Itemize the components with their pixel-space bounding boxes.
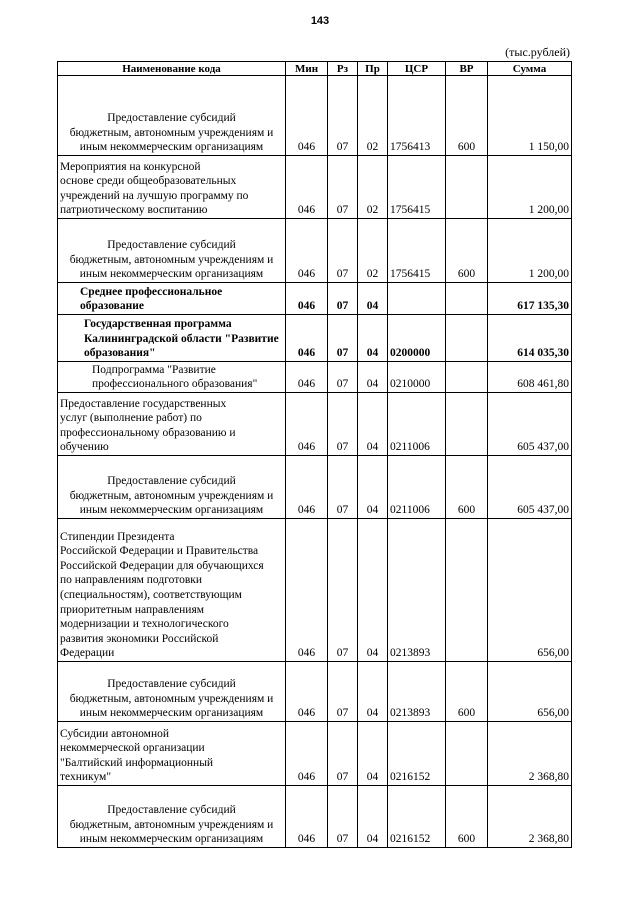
table-row [58, 722, 572, 786]
row-vr [446, 393, 488, 456]
row-sum: 608 461,80 [488, 362, 572, 393]
row-rz: 07 [328, 662, 358, 722]
header-sum: Сумма [488, 62, 572, 76]
row-vr [446, 362, 488, 393]
table-row [58, 662, 572, 722]
row-vr [446, 283, 488, 315]
row-min: 046 [286, 662, 328, 722]
table-row [58, 519, 572, 662]
row-min: 046 [286, 315, 328, 362]
row-pr: 04 [358, 362, 388, 393]
row-pr: 04 [358, 662, 388, 722]
row-vr: 600 [446, 662, 488, 722]
row-sum: 656,00 [488, 519, 572, 662]
table-row [58, 393, 572, 456]
row-vr: 600 [446, 456, 488, 519]
row-csr: 1756415 [388, 156, 446, 219]
row-csr: 0213893 [388, 519, 446, 662]
row-name: Стипендии Президента Российской Федерации и Правительства Российской Федерации для обучающихся по направлениям подготовки (специальностям), соответствующим приоритетным направлениям модернизации и технологического развития экономики Российской Федерации [60, 530, 264, 660]
row-rz: 07 [328, 722, 358, 786]
row-sum: 656,00 [488, 662, 572, 722]
table-row [58, 283, 572, 315]
row-vr: 600 [446, 786, 488, 848]
row-vr: 600 [446, 76, 488, 156]
row-pr: 04 [358, 519, 388, 662]
row-rz: 07 [328, 456, 358, 519]
row-pr: 04 [358, 393, 388, 456]
row-rz: 07 [328, 519, 358, 662]
row-rz: 07 [328, 219, 358, 283]
row-name: Предоставление субсидий бюджетным, автономным учреждениям и иным некоммерческим организациям [69, 475, 274, 517]
row-pr: 04 [358, 283, 388, 315]
row-rz: 07 [328, 393, 358, 456]
row-pr: 04 [358, 315, 388, 362]
table-row [58, 786, 572, 848]
row-csr: 0200000 [388, 315, 446, 362]
row-csr [388, 283, 446, 315]
row-csr: 1756413 [388, 76, 446, 156]
row-name: Подпрограмма "Развитие профессионального образования" [92, 363, 258, 391]
row-vr: 600 [446, 219, 488, 283]
row-vr [446, 519, 488, 662]
row-min: 046 [286, 219, 328, 283]
header-name: Наименование кода [58, 62, 286, 76]
row-min: 046 [286, 519, 328, 662]
row-csr: 0211006 [388, 393, 446, 456]
row-rz: 07 [328, 786, 358, 848]
row-pr: 02 [358, 156, 388, 219]
row-name: Государственная программа Калининградской области "Развитие образования" [84, 318, 279, 360]
header-vr: ВР [446, 62, 488, 76]
row-rz: 07 [328, 283, 358, 315]
row-pr: 02 [358, 219, 388, 283]
row-sum: 605 437,00 [488, 456, 572, 519]
row-vr [446, 722, 488, 786]
row-pr: 04 [358, 722, 388, 786]
table-row [58, 315, 572, 362]
table-header-row [58, 62, 572, 76]
row-rz: 07 [328, 315, 358, 362]
row-min: 046 [286, 722, 328, 786]
row-min: 046 [286, 456, 328, 519]
row-min: 046 [286, 283, 328, 315]
row-csr: 0211006 [388, 456, 446, 519]
row-sum: 2 368,80 [488, 722, 572, 786]
row-pr: 04 [358, 456, 388, 519]
row-csr: 1756415 [388, 219, 446, 283]
row-name: Предоставление субсидий бюджетным, автономным учреждениям и иным некоммерческим организациям [69, 678, 274, 720]
row-name: Предоставление государственных услуг (выполнение работ) по профессиональному образованию и обучению [60, 397, 236, 454]
row-name: Предоставление субсидий бюджетным, автономным учреждениям и иным некоммерческим организациям [69, 112, 274, 154]
row-name: Предоставление субсидий бюджетным, автономным учреждениям и иным некоммерческим организациям [69, 239, 274, 281]
row-sum: 614 035,30 [488, 315, 572, 362]
row-name: Субсидии автономной некоммерческой организации "Балтийский информационный техникум" [60, 727, 214, 784]
row-csr: 0213893 [388, 662, 446, 722]
row-rz: 07 [328, 156, 358, 219]
row-pr: 04 [358, 786, 388, 848]
row-csr: 0216152 [388, 786, 446, 848]
row-min: 046 [286, 786, 328, 848]
row-name: Предоставление субсидий бюджетным, автономным учреждениям и иным некоммерческим организациям [69, 804, 274, 846]
row-sum: 617 135,30 [488, 283, 572, 315]
header-rz: Рз [328, 62, 358, 76]
row-csr: 0216152 [388, 722, 446, 786]
row-csr: 0210000 [388, 362, 446, 393]
header-pr: Пр [358, 62, 388, 76]
table-row [58, 76, 572, 156]
table-row [58, 456, 572, 519]
table-row [58, 219, 572, 283]
header-csr: ЦСР [388, 62, 446, 76]
row-sum: 1 200,00 [488, 219, 572, 283]
table-row [58, 362, 572, 393]
row-min: 046 [286, 156, 328, 219]
row-sum: 1 150,00 [488, 76, 572, 156]
header-min: Мин [286, 62, 328, 76]
row-min: 046 [286, 76, 328, 156]
row-rz: 07 [328, 362, 358, 393]
row-min: 046 [286, 362, 328, 393]
row-sum: 2 368,80 [488, 786, 572, 848]
row-vr [446, 156, 488, 219]
row-min: 046 [286, 393, 328, 456]
row-rz: 07 [328, 76, 358, 156]
page-number: 143 [310, 15, 330, 27]
budget-table [57, 61, 572, 848]
row-sum: 605 437,00 [488, 393, 572, 456]
units-label: (тыс.рублей) [505, 45, 570, 59]
row-sum: 1 200,00 [488, 156, 572, 219]
row-name: Мероприятия на конкурсной основe среди общеобразовательных учреждений на лучшую программу по патриотическому воспитанию [60, 160, 249, 217]
row-pr: 02 [358, 76, 388, 156]
row-name: Среднее профессиональное образование [80, 285, 223, 313]
table-row [58, 156, 572, 219]
row-vr [446, 315, 488, 362]
